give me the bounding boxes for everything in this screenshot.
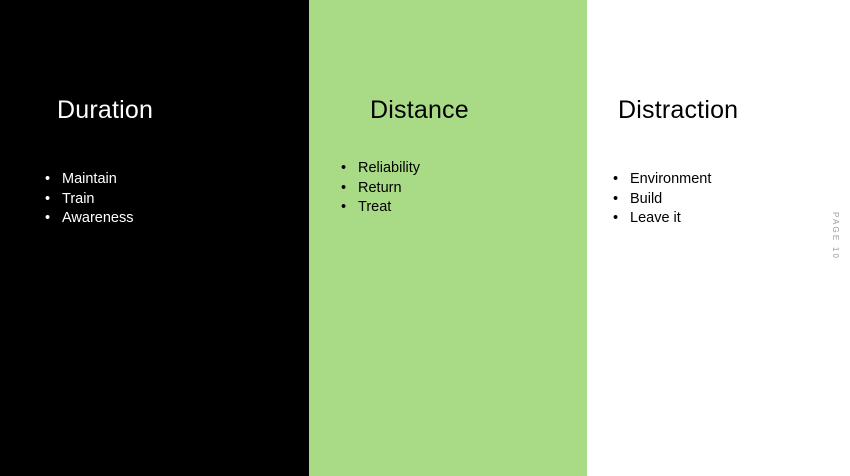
bullet-dot-icon: • [45,171,51,187]
column-distance [309,0,587,476]
list-item [341,200,420,214]
column-title-duration: Duration [57,96,154,124]
bullet-list-duration [45,172,133,231]
bullet-dot-icon: • [45,190,51,207]
bullet-dot-icon: • [341,199,347,215]
column-title-distance: Distance [370,96,469,124]
list-item-label: Treat [358,199,392,215]
list-item-label: Maintain [62,171,117,187]
list-item [341,181,420,195]
bullet-dot-icon: • [613,171,619,187]
bullet-dot-icon: • [613,210,619,226]
list-item [45,192,133,206]
bullet-list-distraction [613,172,711,231]
list-item [45,211,133,225]
list-item-label: Return [358,179,402,196]
list-item-label: Environment [630,171,712,187]
list-item-label: Reliability [358,160,421,176]
list-item [613,172,711,186]
list-item-label: Leave it [630,210,681,226]
list-item [613,211,711,225]
bullet-dot-icon: • [341,160,347,176]
bullet-dot-icon: • [341,179,347,196]
list-item [45,172,133,186]
bullet-list-distance [341,161,420,220]
column-distraction [587,0,850,476]
page-number: PAGE 10 [831,212,840,261]
list-item-label: Train [62,190,95,207]
bullet-dot-icon: • [45,210,51,226]
column-title-distraction: Distraction [618,96,739,124]
column-duration [0,0,309,476]
list-item-label: Awareness [62,210,134,226]
bullet-dot-icon: • [613,190,619,207]
list-item-label: Build [630,190,663,207]
list-item [341,161,420,175]
list-item [613,192,711,206]
